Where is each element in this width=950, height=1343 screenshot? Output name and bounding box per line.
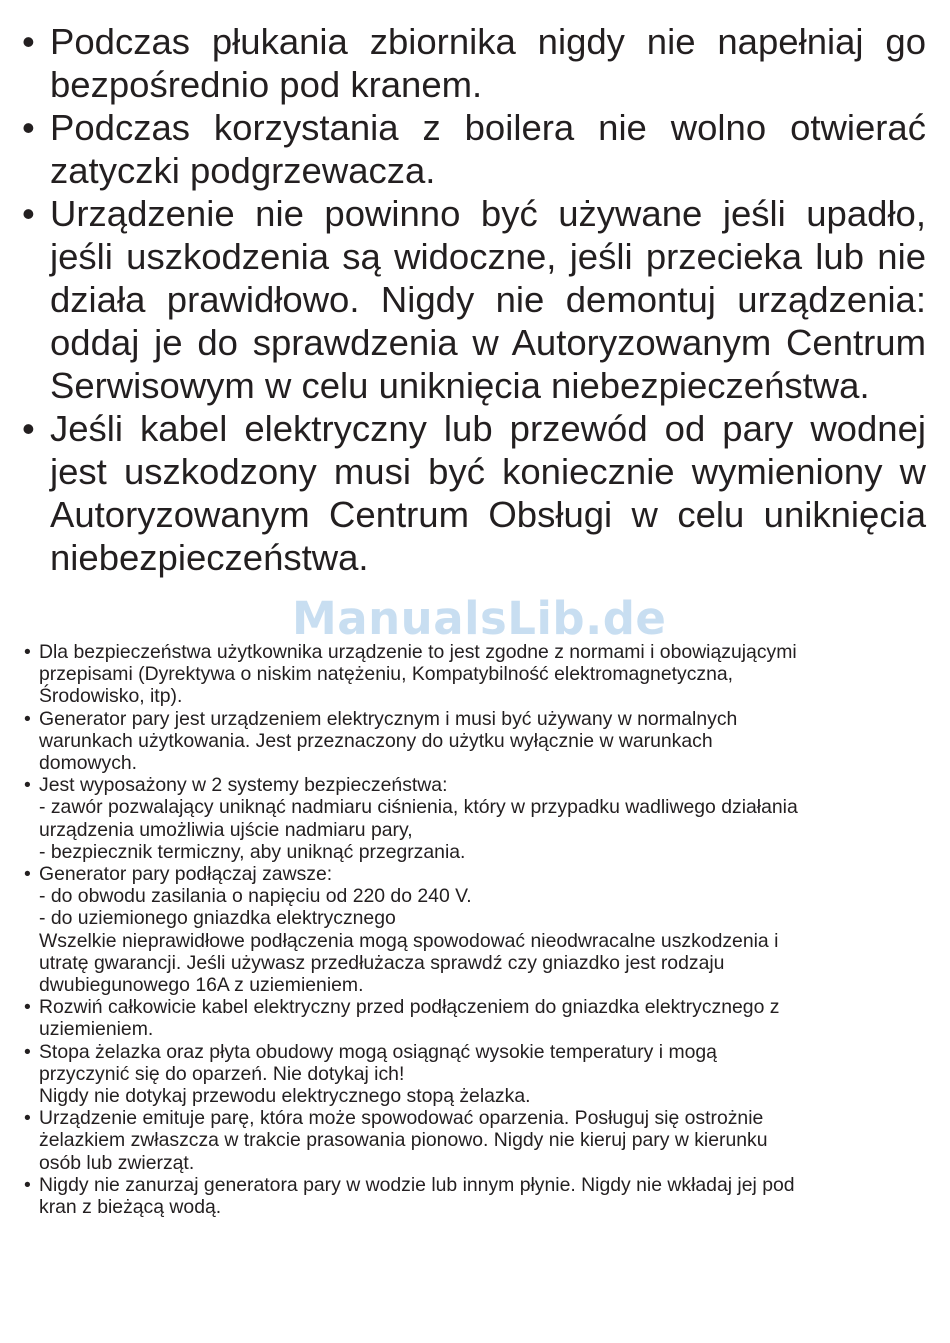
note-line: utratę gwarancji. Jeśli używasz przedłużacza sprawdź czy gniazdko jest rodzaju bbox=[39, 951, 725, 974]
note-line: kran z bieżącą wodą. bbox=[39, 1196, 222, 1219]
note-line: dwubiegunowego 16A z uziemieniem. bbox=[39, 974, 364, 997]
note-line: • Generator pary jest urządzeniem elektrycznym i musi być używany w normalnych bbox=[39, 707, 738, 730]
note-line: żelazkiem zwłaszcza w trakcie prasowania pionowo. Nigdy nie kieruj pary w kierunku bbox=[39, 1129, 768, 1152]
note-line: przepisami (Dyrektywa o niskim natężeniu, Kompatybilność elektromagnetyczna, bbox=[39, 663, 734, 686]
note-line: • Generator pary podłączaj zawsze: bbox=[39, 863, 333, 886]
safety-note-item bbox=[22, 708, 926, 775]
note-line: domowych. bbox=[39, 752, 138, 775]
note-line: • Urządzenie emituje parę, która może spowodować oparzenia. Posługuj się ostrożnie bbox=[39, 1107, 764, 1130]
safety-note-item bbox=[22, 774, 926, 863]
note-line: osób lub zwierząt. bbox=[39, 1151, 195, 1174]
large-warning-item: • Urządzenie nie powinno być używane jeśli upadło, jeśli uszkodzenia są widoczne, jeśli przecieka lub nie działa prawidłowo. Nigdy nie demontuj urządzenia: oddaj je do sprawdzenia w Autoryzowanym Centrum Serwisowym w celu uniknięcia niebezpieczeństwa. bbox=[22, 192, 926, 407]
note-line: Wszelkie nieprawidłowe podłączenia mogą spowodować nieodwracalne uszkodzenia i bbox=[39, 929, 779, 952]
safety-note-item bbox=[22, 996, 926, 1040]
note-line: • Rozwiń całkowicie kabel elektryczny przed podłączeniem do gniazdka elektrycznego z bbox=[39, 996, 780, 1019]
note-line: przyczynić się do oparzeń. Nie dotykaj ich! bbox=[39, 1062, 405, 1085]
note-line: uziemieniem. bbox=[39, 1018, 154, 1041]
note-line: Środowisko, itp). bbox=[39, 685, 183, 708]
note-line: warunkach użytkowania. Jest przeznaczony do użytku wyłącznie w warunkach bbox=[39, 729, 713, 752]
note-line: - zawór pozwalający uniknąć nadmiaru ciśnienia, który w przypadku wadliwego działania bbox=[39, 796, 798, 819]
note-line: • Jest wyposażony w 2 systemy bezpieczeństwa: bbox=[39, 774, 448, 797]
note-line: • Stopa żelazka oraz płyta obudowy mogą osiągnąć wysokie temperatury i mogą bbox=[39, 1040, 717, 1063]
safety-note-item bbox=[22, 641, 926, 708]
safety-note-item bbox=[22, 863, 926, 996]
note-line: urządzenia umożliwia ujście nadmiaru pary, bbox=[39, 818, 413, 841]
note-line: - do uziemionego gniazdka elektrycznego bbox=[39, 907, 396, 930]
note-line: • Dla bezpieczeństwa użytkownika urządzenie to jest zgodne z normami i obowiązującymi bbox=[39, 641, 797, 663]
large-warning-item: • Podczas korzystania z boilera nie wolno otwierać zatyczki podgrzewacza. bbox=[22, 106, 926, 192]
large-warning-item: • Podczas płukania zbiornika nigdy nie napełniaj go bezpośrednio pod kranem. bbox=[22, 20, 926, 106]
safety-notes-list bbox=[22, 641, 926, 1218]
safety-note-item bbox=[22, 1041, 926, 1108]
note-line: • Nigdy nie zanurzaj generatora pary w wodzie lub innym płynie. Nigdy nie wkładaj jej pod bbox=[39, 1173, 795, 1196]
large-warnings-list bbox=[22, 20, 926, 579]
note-line: Nigdy nie dotykaj przewodu elektrycznego stopą żelazka. bbox=[39, 1085, 531, 1108]
safety-note-item bbox=[22, 1174, 926, 1218]
large-warning-item: • Jeśli kabel elektryczny lub przewód od pary wodnej jest uszkodzony musi być koniecznie wymieniony w Autoryzowanym Centrum Obsługi w celu uniknięcia niebezpieczeństwa. bbox=[22, 407, 926, 579]
safety-note-item bbox=[22, 1107, 926, 1174]
note-line: - bezpiecznik termiczny, aby uniknąć przegrzania. bbox=[39, 840, 466, 863]
watermark: ManualsLib.de bbox=[292, 592, 667, 645]
note-line: - do obwodu zasilania o napięciu od 220 do 240 V. bbox=[39, 885, 472, 908]
